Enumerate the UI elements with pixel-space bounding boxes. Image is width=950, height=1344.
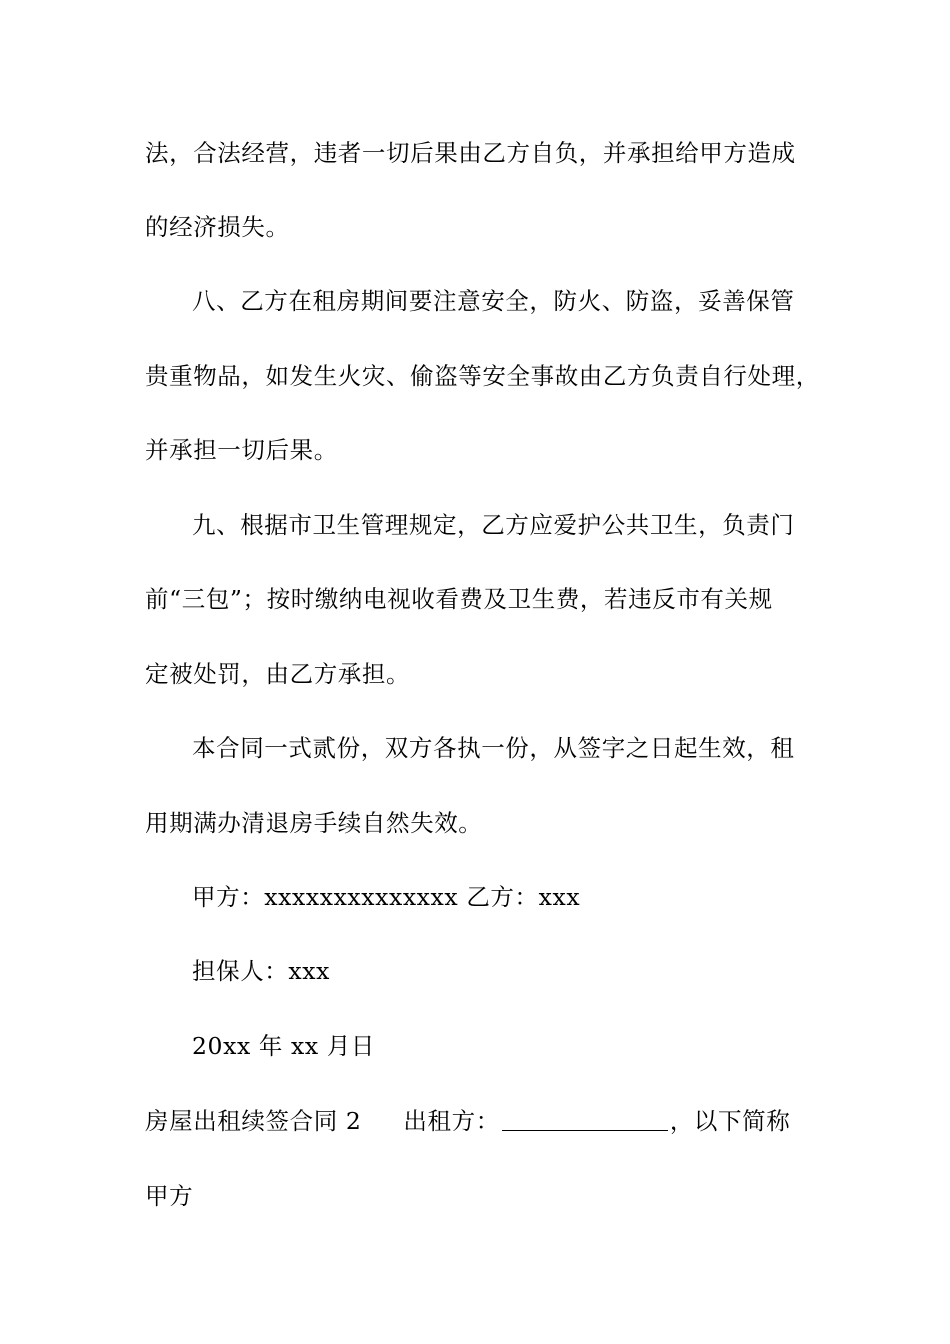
paragraph-line: 并承担一切后果。 <box>145 436 338 464</box>
paragraph-line: 前“三包”；按时缴纳电视收看费及卫生费，若违反市有关规 <box>145 585 773 613</box>
lessor-blank-field <box>502 1108 668 1131</box>
clause-nine-line: 九、根据市卫生管理规定，乙方应爱护公共卫生，负责门 <box>192 511 795 539</box>
party-signature-line: 甲方：xxxxxxxxxxxxxx 乙方：xxx <box>192 883 581 911</box>
contract-title: 房屋出租续签合同 2 <box>145 1107 362 1135</box>
date-line: 20xx 年 xx 月日 <box>192 1032 376 1060</box>
clause-eight-line: 八、乙方在租房期间要注意安全，防火、防盗，妥善保管 <box>192 287 795 315</box>
contract-copies-line: 本合同一式贰份，双方各执一份，从签字之日起生效，租 <box>192 734 795 762</box>
guarantor-line: 担保人：xxx <box>192 957 330 985</box>
contract-heading-line <box>145 1106 790 1136</box>
abbreviation-text: ，以下简称 <box>669 1107 791 1135</box>
paragraph-line: 用期满办清退房手续自然失效。 <box>145 809 483 837</box>
paragraph-line: 的经济损失。 <box>145 213 290 241</box>
paragraph-line: 定被处罚，由乙方承担。 <box>145 660 411 688</box>
paragraph-line: 法，合法经营，违者一切后果由乙方自负，并承担给甲方造成 <box>145 139 796 167</box>
paragraph-line: 贵重物品，如发生火灾、偷盗等安全事故由乙方负责自行处理， <box>145 362 820 390</box>
lessor-label: 出租方： <box>403 1107 500 1135</box>
paragraph-line: 甲方 <box>145 1182 194 1210</box>
